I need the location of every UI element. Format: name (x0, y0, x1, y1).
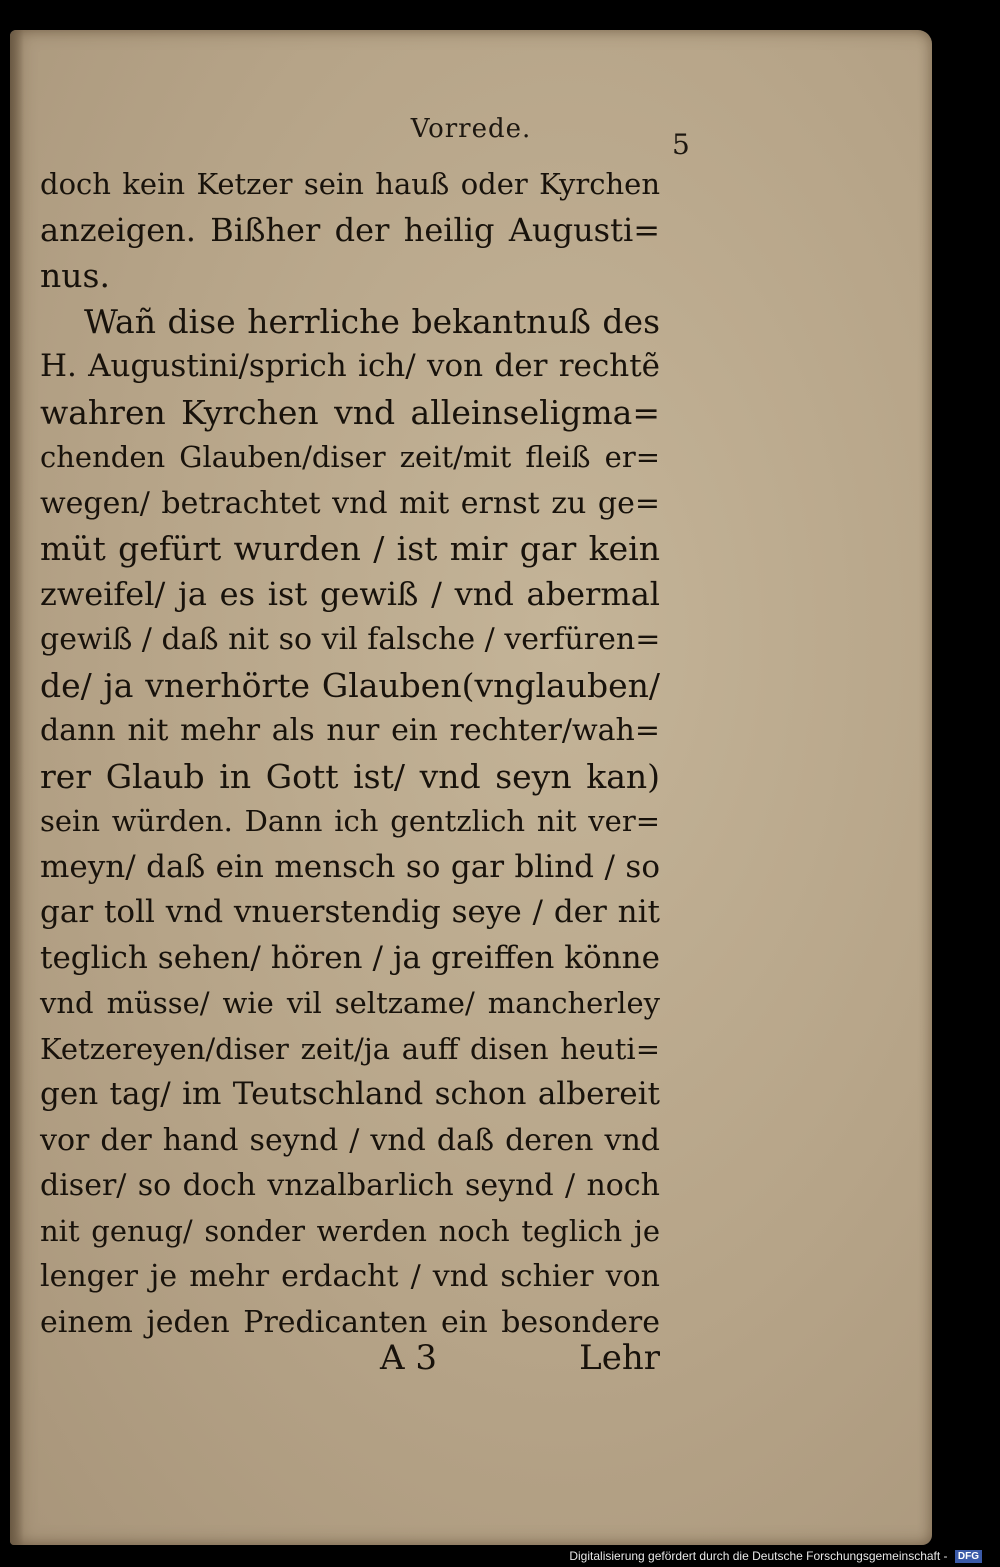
page-gutter-shadow (10, 30, 24, 1545)
text-line: anzeigen. Bißher der heilig Augusti= (40, 210, 660, 249)
text-line: vnd müsse/ wie vil seltzame/ mancherley (40, 986, 660, 1020)
text-line: de/ ja vnerhörte Glauben(vnglauben/ (40, 665, 660, 705)
text-line: rer Glaub in Gott ist/ vnd seyn kan) (40, 756, 660, 796)
text-line: wegen/ betrachtet vnd mit ernst zu ge= (40, 485, 660, 521)
page-body-text (40, 162, 660, 1345)
catchword: Lehr (579, 1338, 660, 1378)
text-line: einem jeden Predicanten ein besondere (40, 1304, 660, 1340)
text-line: zweifel/ ja es ist gewiß / vnd abermal (40, 574, 660, 613)
text-line: vor der hand seynd / vnd daß deren vnd (40, 1122, 660, 1158)
page-number: 5 (672, 128, 690, 161)
funding-credit (569, 1549, 982, 1563)
text-line: chenden Glauben/diser zeit/mit fleiß er= (40, 440, 660, 474)
text-line: diser/ so doch vnzalbarlich seynd / noch (40, 1168, 660, 1203)
text-line: wahren Kyrchen vnd alleinseligma= (40, 392, 660, 432)
text-line: nus. (40, 256, 110, 295)
text-line: gewiß / daß nit so vil falsche / verfüren= (40, 622, 661, 657)
page-footer-line (40, 1338, 660, 1388)
credit-text: Digitalisierung gefördert durch die Deutsche Forschungsgemeinschaft - (569, 1548, 948, 1563)
text-line: meyn/ daß ein mensch so gar blind / so (40, 848, 660, 885)
text-line: Wañ dise herrliche bekantnuß des (84, 301, 660, 341)
text-line: dann nit mehr als nur ein rechter/wah= (40, 713, 660, 748)
text-line: gen tag/ im Teutschland schon albereit (40, 1076, 660, 1112)
text-line: doch kein Ketzer sein hauß oder Kyrchen (40, 167, 660, 201)
dfg-logo: DFG (955, 1550, 982, 1563)
book-page (10, 30, 932, 1545)
text-line: müt gefürt wurden / ist mir gar kein (40, 529, 660, 568)
running-header: Vorrede. (410, 114, 532, 144)
text-line: gar toll vnd vnuerstendig seye / der nit (40, 894, 660, 930)
signature-mark: A 3 (380, 1338, 437, 1378)
text-line: lenger je mehr erdacht / vnd schier von (40, 1259, 660, 1294)
text-line: sein würden. Dann ich gentzlich nit ver= (40, 804, 660, 838)
text-line: H. Augustini/sprich ich/ von der rechtẽ (40, 348, 660, 384)
text-line: teglich sehen/ hören / ja greiffen könne (40, 939, 660, 976)
text-line: Ketzereyen/diser zeit/ja auff disen heuti= (40, 1031, 660, 1066)
text-line: nit genug/ sonder werden noch teglich je (40, 1213, 660, 1248)
